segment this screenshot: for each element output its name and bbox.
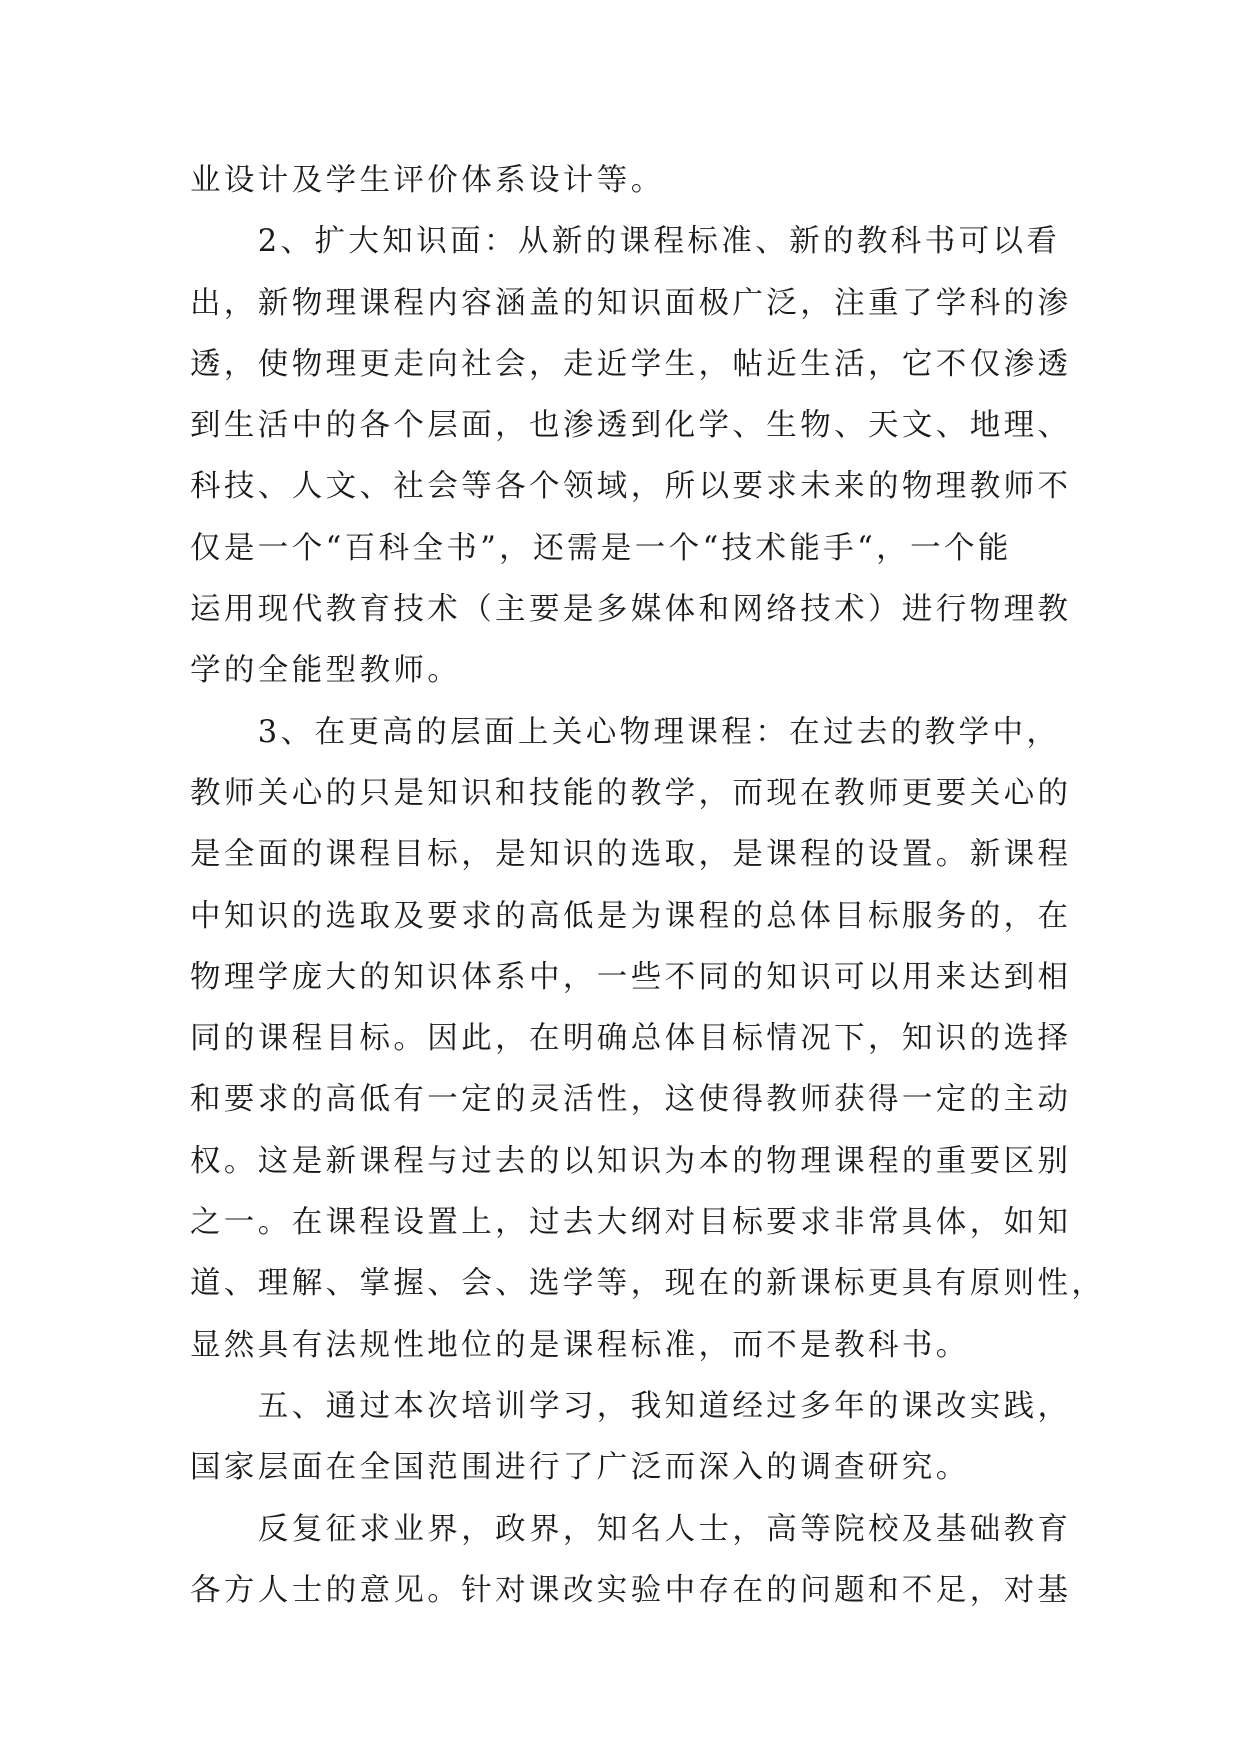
text-line: 出，新物理课程内容涵盖的知识面极广泛，注重了学科的渗 <box>190 285 1072 321</box>
text-line: 是全面的课程目标，是知识的选取，是课程的设置。新课程 <box>190 837 1072 873</box>
text-line: 显然具有法规性地位的是课程标准，而不是教科书。 <box>190 1327 970 1363</box>
text-line: 透，使物理更走向社会，走近学生，帖近生活，它不仅渗透 <box>190 346 1072 382</box>
text-line: 2、扩大知识面：从新的课程标准、新的教科书可以看 <box>190 224 1061 260</box>
text-line: 中知识的选取及要求的高低是为课程的总体目标服务的，在 <box>190 898 1072 934</box>
text-line: 国家层面在全国范围进行了广泛而深入的调查研究。 <box>190 1450 970 1486</box>
text-line: 反复征求业界，政界，知名人士，高等院校及基础教育 <box>190 1511 1072 1547</box>
text-line: 科技、人文、社会等各个领域，所以要求未来的物理教师不 <box>190 469 1072 505</box>
text-line: 3、在更高的层面上关心物理课程：在过去的教学中， <box>190 714 1061 750</box>
text-line: 教师关心的只是知识和技能的教学，而现在教师更要关心的 <box>190 775 1072 811</box>
body-text <box>190 150 1106 1621</box>
text-line: 五、通过本次培训学习，我知道经过多年的课改实践， <box>190 1388 1072 1424</box>
text-line: 权。这是新课程与过去的以知识为本的物理课程的重要区别 <box>190 1143 1072 1179</box>
text-line: 运用现代教育技术（主要是多媒体和网络技术）进行物理教 <box>190 592 1072 628</box>
text-line: 道、理解、掌握、会、选学等，现在的新课标更具有原则性， <box>190 1266 1106 1302</box>
text-line: 到生活中的各个层面，也渗透到化学、生物、天文、地理、 <box>190 408 1072 444</box>
text-line: 仅是一个“百科全书”，还需是一个“技术能手“，一个能 <box>190 530 1012 566</box>
text-line: 业设计及学生评价体系设计等。 <box>190 163 665 198</box>
text-line: 物理学庞大的知识体系中，一些不同的知识可以用来达到相 <box>190 959 1072 995</box>
text-line: 和要求的高低有一定的灵活性，这使得教师获得一定的主动 <box>190 1082 1072 1118</box>
text-line: 之一。在课程设置上，过去大纲对目标要求非常具体，如知 <box>190 1205 1072 1241</box>
text-line: 各方人士的意见。针对课改实验中存在的问题和不足，对基 <box>190 1572 1072 1608</box>
text-line: 学的全能型教师。 <box>190 653 462 689</box>
text-line: 同的课程目标。因此，在明确总体目标情况下，知识的选择 <box>190 1021 1072 1057</box>
